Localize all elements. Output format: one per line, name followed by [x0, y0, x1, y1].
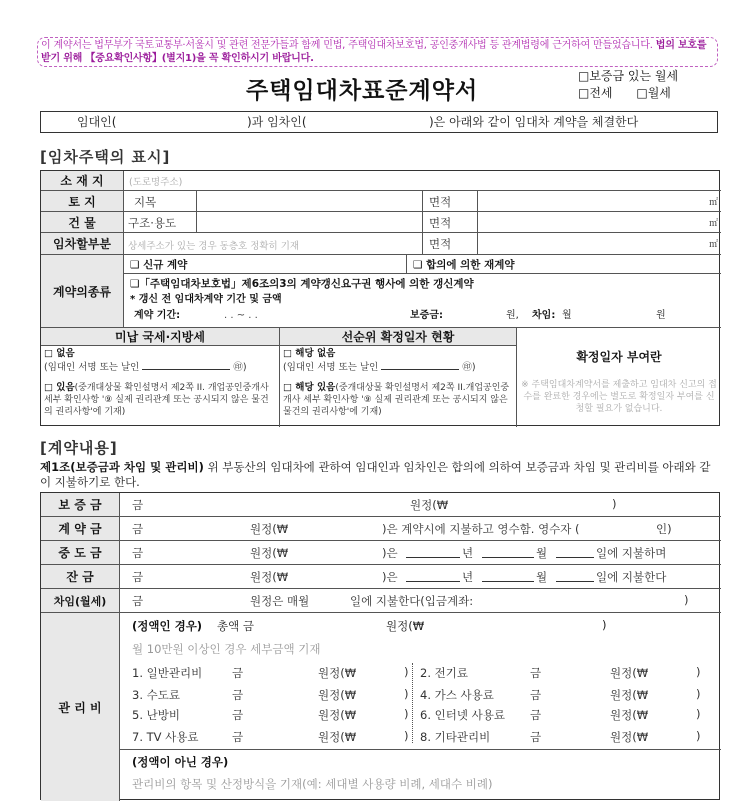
- tax-seal: ㊞): [233, 362, 247, 373]
- building-area-input[interactable]: [478, 212, 721, 233]
- mgmt-item-4-geum: 금: [530, 688, 542, 702]
- new-contract-text: ❑ 신규 계약: [130, 259, 188, 271]
- fixed-date-area: [517, 328, 721, 427]
- mgmt-item-1-won: 원정(₩: [318, 666, 357, 680]
- mgmt-over-note: 월 10만원 이상인 경우 세부금액 기재: [132, 642, 321, 656]
- interim-month-line[interactable]: [482, 557, 534, 558]
- mgmt-item-6-geum: 금: [530, 708, 542, 722]
- period-dots: . . ~ . .: [224, 310, 258, 321]
- mgmt-item-6-name: 6. 인터넷 사용료: [420, 708, 505, 722]
- mgmt-nonfixed-area[interactable]: [120, 750, 721, 801]
- down-geum: 금: [132, 522, 144, 536]
- mgmt-item-5[interactable]: [132, 707, 412, 727]
- mgmt-item-3-close: ): [404, 687, 409, 701]
- down-seal: 인): [656, 522, 672, 536]
- interim-day-line[interactable]: [556, 557, 594, 558]
- rented-area-label: 면적: [423, 233, 478, 255]
- mgmt-item-3-geum: 금: [232, 688, 244, 702]
- mgmt-item-3-name: 3. 수도료: [132, 688, 180, 702]
- interim-year-line[interactable]: [406, 557, 460, 558]
- building-label: 건 물: [41, 212, 124, 233]
- mgmt-item-6[interactable]: [420, 707, 720, 727]
- building-structure-label: 구조·용도: [124, 212, 197, 233]
- mgmt-total-won: 원정(₩: [386, 619, 425, 633]
- rent-row[interactable]: [120, 589, 721, 613]
- mgmt-item-8-geum: 금: [530, 730, 542, 744]
- mgmt-items: [120, 663, 721, 750]
- balance-day-line[interactable]: [556, 581, 594, 582]
- checkbox-deposit-monthly[interactable]: □보증금 있는 월세: [578, 69, 679, 83]
- mgmt-fixed-area: [120, 613, 721, 750]
- balance-year-line[interactable]: [406, 581, 460, 582]
- interim-month: 월: [536, 546, 548, 560]
- priority-sign-label: (임대인 서명 또는 날인: [283, 362, 379, 373]
- mgmt-item-1-geum: 금: [232, 666, 244, 680]
- rent-close: ): [684, 593, 689, 607]
- mgmt-item-3-won: 원정(₩: [318, 688, 357, 702]
- building-structure-input[interactable]: [197, 212, 423, 233]
- rented-part-placeholder: 상세주소가 있는 경우 동층호 정확히 기재: [128, 241, 300, 252]
- tax-exists-checkbox[interactable]: □ 있음: [44, 382, 75, 393]
- agreed-renewal-option[interactable]: [407, 255, 721, 274]
- tax-exists-note: (중개대상물 확인설명서 제2쪽 II. 개업공인중개사 세부 확인사항 '⑨ 실제 권리관계 또는 공시되지 않은 물건의 권리사항'에 기재): [44, 383, 269, 417]
- mgmt-item-7-close: ): [404, 729, 409, 743]
- prev-deposit-label: 보증금:: [410, 310, 443, 321]
- deposit-row[interactable]: [120, 493, 721, 517]
- priority-none-checkbox[interactable]: □ 해당 없음: [283, 348, 336, 359]
- notice-text: 이 계약서는 법무부가 국토교통부·서울시 및 관련 전문가들과 함께 민법, 주택임대차보호법, 공인중개사법 등 관계법령에 근거하여 만들었습니다.: [41, 40, 653, 51]
- location-label: 소 재 지: [41, 171, 124, 191]
- renewal-right-option[interactable]: [124, 274, 721, 328]
- party-end-label: )은 아래와 같이 임대차 계약을 체결한다: [429, 115, 639, 129]
- rented-part-input[interactable]: [124, 233, 423, 255]
- section-property-title: [임차주택의 표시]: [40, 148, 171, 166]
- mgmt-total-close: ): [602, 618, 607, 632]
- rented-area-input[interactable]: [478, 233, 721, 255]
- article1-text: 위 부동산의 임대차에 관하여 임대인과 임차인은 합의에 의하여 보증금과 차임 및 관리비를 아래와 같이 지불하기로 한다.: [40, 460, 711, 489]
- mgmt-item-6-won: 원정(₩: [610, 708, 649, 722]
- balance-year: 년: [462, 570, 474, 584]
- priority-header: 선순위 확정일자 현황: [280, 328, 517, 346]
- mgmt-nonfixed-title: (정액이 아닌 경우): [132, 755, 229, 769]
- mgmt-item-2-name: 2. 전기료: [420, 666, 468, 680]
- payment-table: [40, 492, 720, 800]
- location-input[interactable]: [124, 171, 721, 191]
- mgmt-fixed-title: (정액인 경우): [132, 619, 203, 633]
- mgmt-item-5-close: ): [404, 707, 409, 721]
- mgmt-label: 관 리 비: [41, 613, 120, 801]
- land-category-input[interactable]: [197, 191, 423, 212]
- land-label: 토 지: [41, 191, 124, 212]
- mgmt-item-5-name: 5. 난방비: [132, 708, 180, 722]
- location-placeholder: (도로명주소): [129, 177, 183, 188]
- mgmt-nonfixed-text: 관리비의 항목 및 산정방식을 기재(예: 세대별 사용량 비례, 세대수 비례): [132, 777, 493, 791]
- balance-eun: )은: [382, 570, 398, 584]
- mgmt-divider: [412, 663, 413, 743]
- mgmt-item-4-won: 원정(₩: [610, 688, 649, 702]
- land-category-label: 지목: [124, 191, 197, 212]
- property-table: [40, 170, 720, 426]
- priority-area: [280, 346, 517, 427]
- down-won: 원정(₩: [250, 522, 289, 536]
- prev-rent-monthly: 월: [562, 310, 572, 321]
- interim-eun: )은: [382, 546, 398, 560]
- land-sqm-unit: ㎡: [708, 198, 718, 208]
- new-contract-option[interactable]: [124, 255, 407, 274]
- article1-title: 제1조(보증금과 차임 및 관리비): [40, 460, 204, 474]
- mgmt-item-4[interactable]: [420, 687, 720, 707]
- priority-exists-checkbox[interactable]: □ 해당 있음: [283, 382, 336, 393]
- mgmt-item-4-close: ): [696, 687, 701, 701]
- priority-exists-note: (중개대상물 확인설명서 제2쪽 II.개업공인중개사 세부 확인사항 '⑨ 실제 권리관계 또는 공시되지 않은 물건의 권리사항'에 기재): [283, 383, 510, 417]
- deposit-label: 보 증 금: [41, 493, 120, 517]
- between-label: )과 임차인(: [247, 115, 307, 129]
- interim-label: 중 도 금: [41, 541, 120, 565]
- balance-month: 월: [536, 570, 548, 584]
- checkbox-monthly[interactable]: □월세: [636, 86, 671, 100]
- contract-kind-label: 계약의종류: [41, 255, 124, 328]
- mgmt-item-7-won: 원정(₩: [318, 730, 357, 744]
- fixed-date-title: 확정일자 부여란: [576, 350, 662, 364]
- balance-geum: 금: [132, 570, 144, 584]
- contract-type-checkboxes: [578, 68, 678, 102]
- priority-sign-line[interactable]: [381, 360, 459, 370]
- checkbox-jeonse[interactable]: □전세: [578, 86, 613, 100]
- prev-deposit-won: 원,: [506, 310, 519, 321]
- mgmt-item-4-name: 4. 가스 사용료: [420, 688, 494, 702]
- mgmt-item-1-name: 1. 일반관리비: [132, 666, 203, 680]
- legal-notice: [37, 37, 718, 67]
- mgmt-item-2-close: ): [696, 665, 701, 679]
- priority-seal: ㊞): [462, 362, 476, 373]
- mgmt-item-2-won: 원정(₩: [610, 666, 649, 680]
- deposit-geum: 금: [132, 498, 144, 512]
- lessor-label: 임대인(: [77, 115, 117, 129]
- balance-month-line[interactable]: [482, 581, 534, 582]
- balance-row[interactable]: [120, 565, 721, 589]
- tax-header: 미납 국세·지방세: [41, 328, 280, 346]
- prev-rent-won: 원: [656, 310, 666, 321]
- mgmt-item-8-won: 원정(₩: [610, 730, 649, 744]
- interim-won: 원정(₩: [250, 546, 289, 560]
- rent-account: 일에 지불한다(입금계좌:: [350, 594, 474, 608]
- mgmt-item-1[interactable]: [132, 665, 412, 685]
- rented-part-label: 임차할부분: [41, 233, 124, 255]
- document-title: 주택임대차표준계약서: [246, 78, 479, 104]
- land-area-input[interactable]: [478, 191, 721, 212]
- interim-geum: 금: [132, 546, 144, 560]
- renewal-right-text: ❑「주택임대차보호법」제6조의3의 계약갱신요구권 행사에 의한 갱신계약: [130, 278, 474, 290]
- deposit-close: ): [612, 497, 617, 511]
- fixed-date-note: ※ 주택임대차계약서를 제출하고 임대차 신고의 접수를 완료한 경우에는 별도로 확정일자 부여를 신청할 필요가 없습니다.: [521, 380, 717, 414]
- mgmt-item-5-geum: 금: [232, 708, 244, 722]
- down-receipt: )은 계약시에 지불하고 영수함. 영수자 (: [382, 522, 580, 536]
- down-payment-row[interactable]: [120, 517, 721, 541]
- building-sqm-unit: ㎡: [708, 219, 718, 229]
- mgmt-item-8[interactable]: [420, 729, 720, 749]
- rent-label: 차임(월세): [41, 589, 120, 613]
- land-area-label: 면적: [423, 191, 478, 212]
- mgmt-item-7[interactable]: [132, 729, 412, 749]
- renewal-note: * 갱신 전 임대차계약 기간 및 금액: [130, 294, 282, 305]
- mgmt-item-6-close: ): [696, 707, 701, 721]
- deposit-won: 원정(₩: [410, 498, 449, 512]
- mgmt-item-7-name: 7. TV 사용료: [132, 730, 199, 744]
- notice-bold: 법의 보호를 받기 위해 【중요확인사항】(별지1)을 꼭 확인하시기 바랍니다.: [41, 40, 707, 64]
- agreed-renewal-text: ❑ 합의에 의한 재계약: [413, 259, 515, 271]
- rent-won: 원정은 매월: [250, 594, 310, 608]
- rented-sqm-unit: ㎡: [708, 240, 718, 250]
- balance-label: 잔 금: [41, 565, 120, 589]
- balance-day: 일에 지불한다: [596, 570, 667, 584]
- mgmt-item-8-close: ): [696, 729, 701, 743]
- interim-day: 일에 지불하며: [596, 546, 667, 560]
- mgmt-item-5-won: 원정(₩: [318, 708, 357, 722]
- party-line: [40, 111, 718, 133]
- building-area-label: 면적: [423, 212, 478, 233]
- tax-sign-label: (임대인 서명 또는 날인: [44, 362, 140, 373]
- mgmt-item-7-geum: 금: [232, 730, 244, 744]
- section-content-title: [계약내용]: [40, 439, 118, 457]
- prev-rent-label: 차임:: [532, 310, 556, 321]
- mgmt-item-2-geum: 금: [530, 666, 542, 680]
- tax-area: [41, 346, 280, 427]
- mgmt-item-1-close: ): [404, 665, 409, 679]
- period-label: 계약 기간:: [134, 310, 181, 321]
- mgmt-item-8-name: 8. 기타관리비: [420, 730, 491, 744]
- interim-row[interactable]: [120, 541, 721, 565]
- interim-year: 년: [462, 546, 474, 560]
- mgmt-item-2[interactable]: [420, 665, 720, 685]
- down-payment-label: 계 약 금: [41, 517, 120, 541]
- tax-none-checkbox[interactable]: □ 없음: [44, 348, 75, 359]
- mgmt-total: 총액 금: [217, 619, 254, 633]
- balance-won: 원정(₩: [250, 570, 289, 584]
- rent-geum: 금: [132, 594, 144, 608]
- tax-sign-line[interactable]: [142, 360, 230, 370]
- article1: [40, 460, 720, 490]
- mgmt-item-3[interactable]: [132, 687, 412, 707]
